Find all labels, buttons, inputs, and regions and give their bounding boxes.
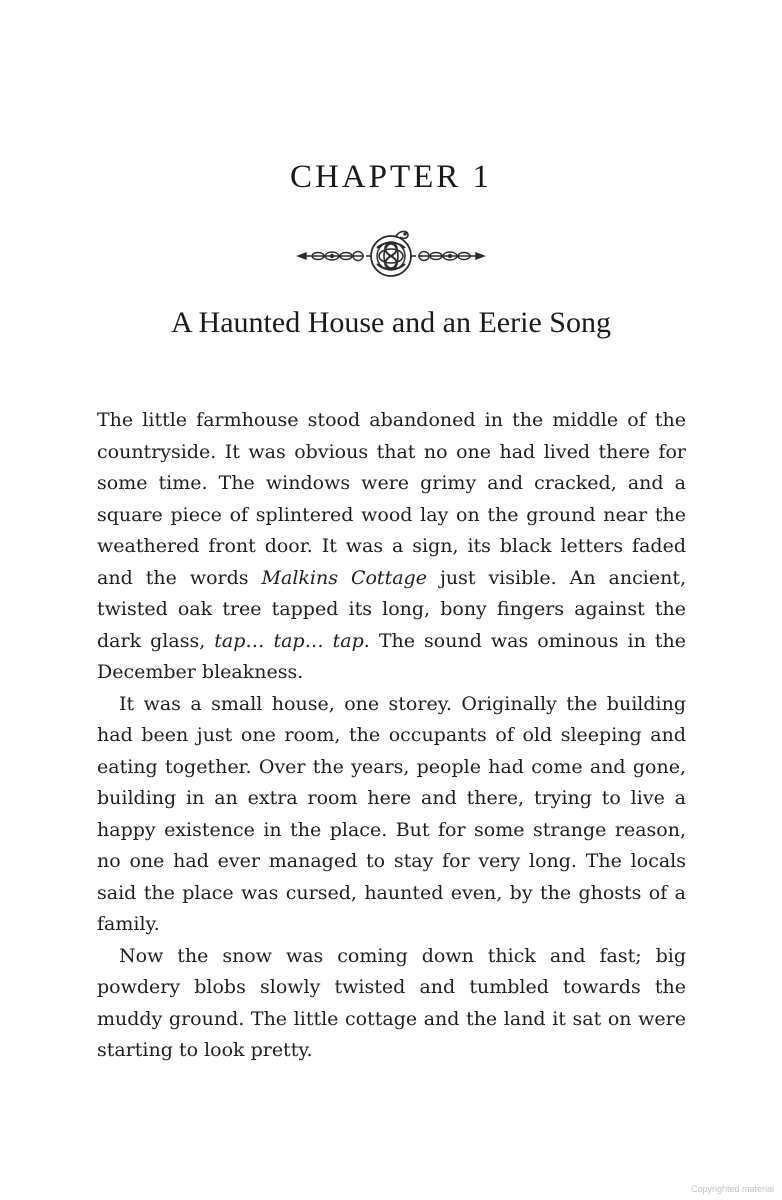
celtic-knot-ornament-icon: [296, 226, 486, 286]
text-segment: . The sound was ominous in the December bleakness.: [97, 629, 686, 683]
text-segment: just visible. An ancient, twisted oak tree tapped its long, bony fingers against the dark glass,: [97, 566, 686, 652]
paragraph: [97, 405, 686, 689]
italic-text-segment: Malkins Cottage: [261, 566, 427, 589]
italic-text-segment: tap… tap… tap: [214, 629, 364, 652]
text-segment: The little farmhouse stood abandoned in the middle of the countryside. It was obvious that no one had lived there for some time. The windows were grimy and cracked, and a square piece of splintered wood lay on the ground near the weathered front door. It was a sign, its black letters faded and the words: [97, 409, 686, 589]
chapter-number: CHAPTER 1: [289, 159, 493, 195]
copyright-watermark: Copyrighted material: [690, 1184, 774, 1194]
text-segment: It was a small house, one storey. Originally the building had been just one room, the occupants of old sleeping and eating together. Over the years, people had come and gone, building in an extra room here and there, trying to live a happy existence in the place. But for some strange reason, no one had ever managed to stay for very long. The locals said the place was cursed, haunted even, by the ghosts of a family.: [97, 692, 686, 935]
paragraph: [97, 941, 686, 1067]
chapter-title: A Haunted House and an Eerie Song: [171, 306, 611, 339]
chapter-body: [97, 405, 686, 1067]
paragraph: [97, 689, 686, 941]
text-segment: Now the snow was coming down thick and fast; big powdery blobs slowly twisted and tumbled towards the muddy ground. The little cottage and the land it sat on were starting to look pretty.: [97, 944, 686, 1061]
